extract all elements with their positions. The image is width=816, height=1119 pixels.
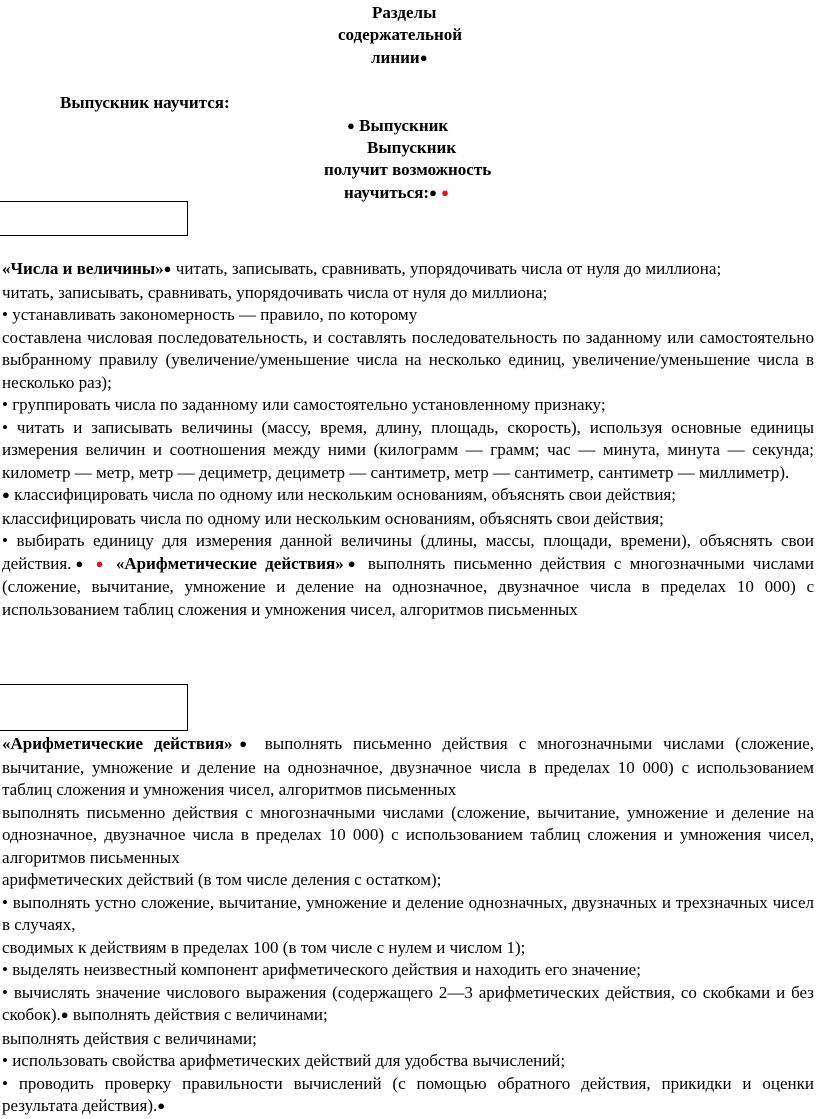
bullet-icon: ●: [2, 487, 10, 502]
section1-title: «Числа и величины»: [2, 259, 164, 278]
section-numbers-and-quantities: [2, 258, 814, 621]
section2-p7: • вычислять значение числового выражения (содержащего 2—3 арифметических действия, со скобками и без скобок).: [2, 982, 814, 1024]
section1-inline-title: «Арифметические действия»: [115, 553, 344, 573]
header-col1-line2: содержательной: [338, 25, 463, 44]
section2-p7-line: [2, 982, 814, 1028]
section2-p9: • использовать свойства арифметических действий для удобства вычислений;: [2, 1051, 566, 1070]
section2-p2: выполнять письменно действия с многозначными числами (сложение, вычитание, умножение и деление на однозначное, двузначное числа в пределах 10 000) с использованием таблиц сложения и умножения чисел, алгоритмов письменных: [2, 802, 814, 867]
section2-p3: арифметических действий (в том числе деления с остатком);: [2, 870, 442, 889]
section2-p4: • выполнять устно сложение, вычитание, умножение и деление однозначных, двузначных и трехзначных чисел в случаях,: [2, 892, 814, 934]
red-bullet-icon: ●: [441, 185, 450, 200]
section2-p6: • выделять неизвестный компонент арифметического действия и находить его значение;: [2, 960, 641, 979]
header-col3-line4: [344, 182, 449, 205]
header-col3-line4-text: научиться:: [344, 183, 430, 202]
section1-p8: классифицировать числа по одному или нескольким основаниям, объяснять свои действия;: [2, 508, 664, 528]
header-col1-line1: Разделы: [372, 3, 437, 22]
section2-p8: выполнять действия с величинами;: [2, 1028, 257, 1048]
bullet-icon: ●: [157, 1098, 166, 1113]
section2-title: «Арифметические действия»: [2, 734, 233, 753]
section1-p9-line: [2, 530, 814, 621]
section2-p7b: выполнять действия с величинами;: [72, 1005, 328, 1024]
header-col1-line3-text: линии: [371, 48, 420, 67]
header-col3-line2: Выпускник: [367, 138, 457, 157]
bullet-icon: ●: [60, 1007, 69, 1022]
section1-title-line: [2, 258, 814, 282]
header-col3-line1-text: Выпускник: [359, 116, 449, 135]
section1-p5: • группировать числа по заданному или самостоятельно установленному признаку;: [2, 395, 606, 414]
section1-p9: • выбирать единицу для измерения данной величины (длины, массы, площади, времени), объяснять свои действия.: [2, 531, 814, 573]
bullet-icon: ●: [419, 50, 428, 65]
section1-p7-line: [2, 484, 814, 508]
header-col3-line3: получит возможность: [324, 160, 492, 179]
header-col3-line1: [347, 115, 448, 138]
bullet-icon: ●: [343, 555, 360, 571]
section1-p1: читать, записывать, сравнивать, упорядочивать числа от нуля до миллиона;: [175, 259, 722, 278]
section2-p1: выполнять письменно действия с многозначными числами (сложение, вычитание, умножение и деление на однозначное, двузначное числа в пределах 10 000) с использованием таблиц сложения и умножения чисел, алгоритмов письменных: [2, 734, 815, 799]
header-col1-line3: [371, 47, 428, 70]
section2-p10-line: [2, 1073, 814, 1119]
section1-p7: классифицировать числа по одному или нескольким основаниям, объяснять свои действия;: [14, 485, 676, 504]
section2-p5: сводимых к действиям в пределах 100 (в том числе с нулем и числом 1);: [2, 937, 526, 957]
empty-cell-box: [0, 201, 188, 236]
section2-p10: • проводить проверку правильности вычислений (с помощью обратного действия, прикидки и оценки результата действия).: [2, 1073, 814, 1115]
bullet-icon: ●: [163, 261, 172, 276]
section1-p10: выполнять письменно действия с многозначными числами (сложение, вычитание, умножение и деление на однозначное, двузначное числа в пределах 10 000) с использованием таблиц сложения и умножения чисел, алгоритмов письменных: [2, 553, 815, 619]
section2-title-line: [2, 733, 814, 802]
header-col2: Выпускник научится:: [60, 93, 230, 112]
section1-p4: составлена числовая последовательность, и составлять последовательность по заданному или самостоятельно выбранному правилу (увеличение/уменьшение числа на несколько единиц, увеличение/уменьшение числа в несколько раз);: [2, 327, 814, 392]
section1-p3: • устанавливать закономерность — правило, по которому: [2, 305, 418, 324]
bullet-icon: ●: [71, 555, 88, 571]
section1-p2: читать, записывать, сравнивать, упорядочивать числа от нуля до миллиона;: [2, 282, 548, 302]
bullet-icon: ●: [429, 185, 437, 200]
red-bullet-icon: ●: [95, 555, 108, 571]
section-arithmetic-operations: [2, 733, 814, 1119]
bullet-icon: ●: [347, 118, 355, 133]
section1-p6: • читать и записывать величины (массу, время, длину, площадь, скорость), используя основные единицы измерения величин и соотношения между ними (килограмм — грамм; час — минута, минута — секунда; километр — метр, метр — дециметр, дециметр — сантиметр, метр — сантиметр, сантиметр — миллиметр).: [2, 417, 814, 482]
empty-cell-box: [0, 684, 188, 731]
bullet-icon: ●: [232, 736, 254, 751]
